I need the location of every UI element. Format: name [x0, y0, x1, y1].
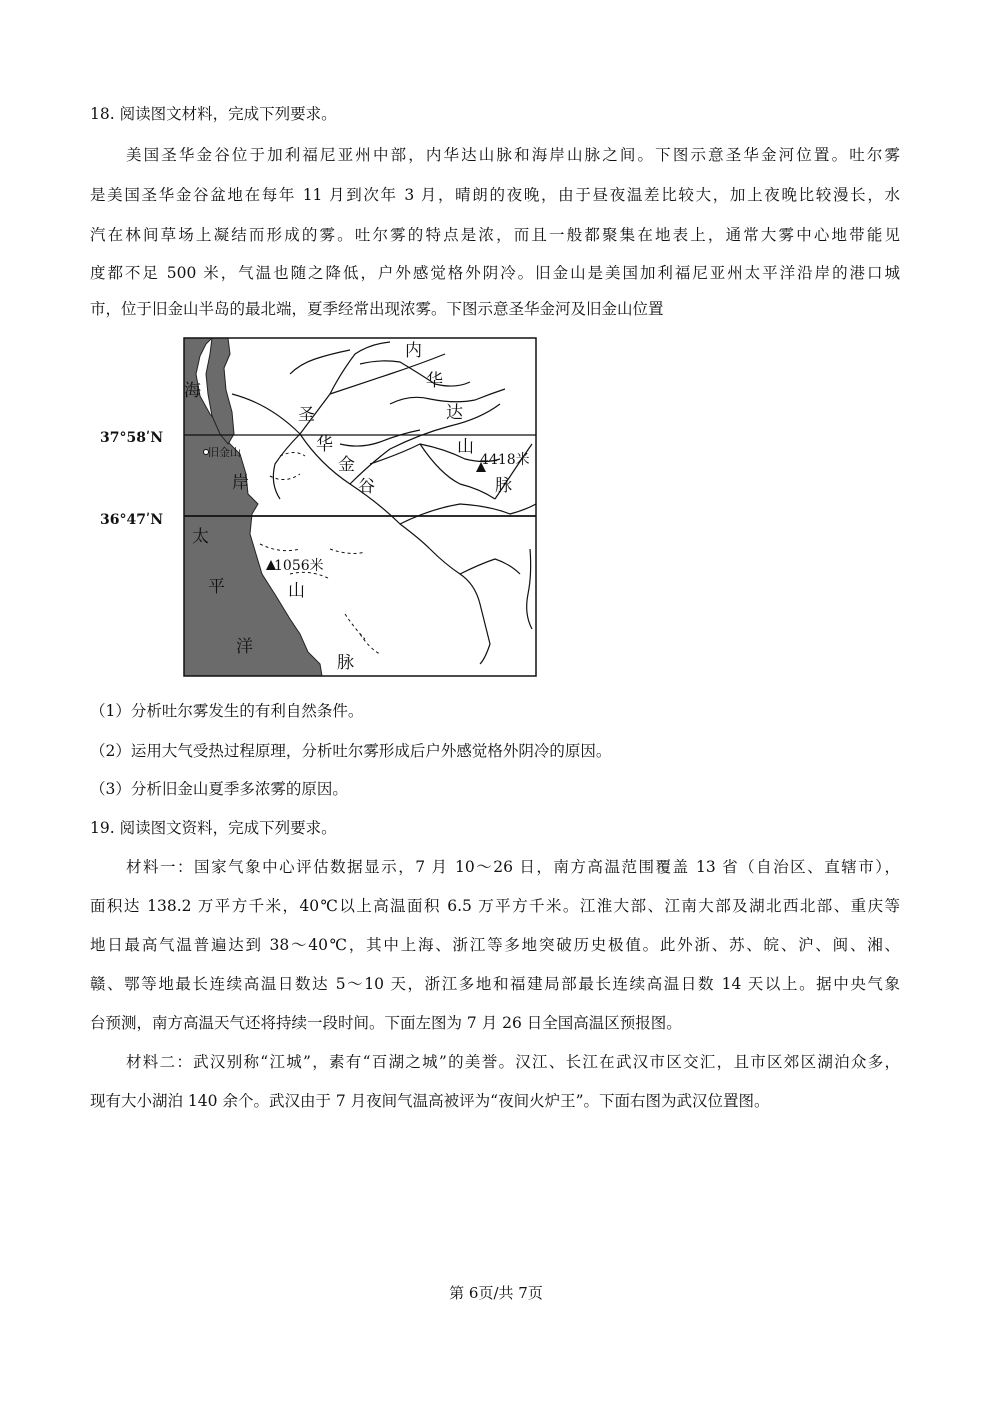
label-mai-1: 脉	[495, 476, 512, 496]
label-shan-2: 山	[288, 581, 305, 601]
q18-para-line-4: 度都不足 500 米，气温也随之降低，户外感觉格外阴冷。旧金山是美国加利福尼亚州太平洋沿岸的港口城	[90, 264, 900, 282]
ocean-area	[184, 338, 322, 676]
page-number: 第 6页/共 7页	[449, 1284, 543, 1302]
label-hai: 海	[184, 381, 201, 401]
lat-label-36-47: 36°47ʹN	[100, 512, 163, 528]
label-yang: 洋	[236, 637, 253, 657]
q18-question-1: （1）分析吐尔雾发生的有利自然条件。	[90, 702, 364, 720]
q19-heading: 19. 阅读图文资料，完成下列要求。	[90, 819, 337, 837]
lat-label-37-58: 37°58ʹN	[100, 430, 163, 446]
q19-para2-line-1: 材料二：武汉别称“江城”，素有“百湖之城”的美誉。汉江、长江在武汉市区交汇，且市区郊区湖泊众多，	[126, 1053, 900, 1071]
label-jin: 金	[338, 455, 355, 475]
q19-para1-line-1: 材料一：国家气象中心评估数据显示，7 月 10～26 日，南方高温范围覆盖 13 省（自治区、直辖市），	[126, 858, 900, 876]
label-hua-2: 华	[316, 435, 333, 455]
q18-question-3: （3）分析旧金山夏季多浓雾的原因。	[90, 780, 348, 798]
q19-para1-line-4: 赣、鄂等地最长连续高温日数达 5～10 天，浙江多地和福建局部最长连续高温日数 14 天以上。据中央气象	[90, 975, 900, 993]
label-nei: 内	[405, 341, 422, 361]
q19-para1-line-3: 地日最高气温普遍达到 38～40℃，其中上海、浙江等多地突破历史极值。此外浙、苏、皖、沪、闽、湘、	[90, 936, 900, 954]
label-tai: 太	[192, 527, 209, 547]
label-hua-1: 华	[426, 371, 443, 391]
q19-para2-line-2: 现有大小湖泊 140 余个。武汉由于 7 月夜间气温高被评为“夜间火炉王”。下面右图为武汉位置图。	[90, 1092, 770, 1110]
san-joaquin-map	[100, 334, 545, 680]
q18-para-line-5: 市，位于旧金山半岛的最北端，夏季经常出现浓雾。下图示意圣华金河及旧金山位置	[90, 300, 664, 318]
q18-para-line-2: 是美国圣华金谷盆地在每年 11 月到次年 3 月，晴朗的夜晚，由于昼夜温差比较大，加上夜晚比较漫长，水	[90, 186, 900, 204]
q18-question-2: （2）运用大气受热过程原理，分析吐尔雾形成后户外感觉格外阴冷的原因。	[90, 742, 612, 760]
label-shan-1: 山	[457, 437, 474, 457]
label-ping: 平	[208, 577, 225, 597]
label-mai-2: 脉	[337, 653, 354, 673]
q18-heading: 18. 阅读图文材料，完成下列要求。	[90, 105, 337, 123]
q19-para1-line-2: 面积达 138.2 万平方千米，40℃以上高温面积 6.5 万平方千米。江淮大部、江南大部及湖北西北部、重庆等	[90, 897, 900, 915]
label-an: 岸	[232, 473, 249, 493]
label-da: 达	[446, 403, 463, 423]
label-san-francisco: 旧金山	[208, 446, 241, 459]
peak-label-4418: 4418米	[480, 452, 530, 468]
q19-para1-line-5: 台预测，南方高温天气还将持续一段时间。下面左图为 7 月 26 日全国高温区预报图。	[90, 1014, 682, 1032]
label-sheng: 圣	[298, 405, 315, 425]
peak-label-1056: 1056米	[274, 558, 324, 574]
q18-para-line-1: 美国圣华金谷位于加利福尼亚州中部，内华达山脉和海岸山脉之间。下图示意圣华金河位置。吐尔雾	[126, 146, 900, 164]
label-gu: 谷	[358, 477, 375, 497]
q18-para-line-3: 汽在林间草场上凝结而形成的雾。吐尔雾的特点是浓，而且一般都聚集在地表上，通常大雾中心地带能见	[90, 226, 900, 244]
san-francisco-marker	[204, 450, 209, 455]
